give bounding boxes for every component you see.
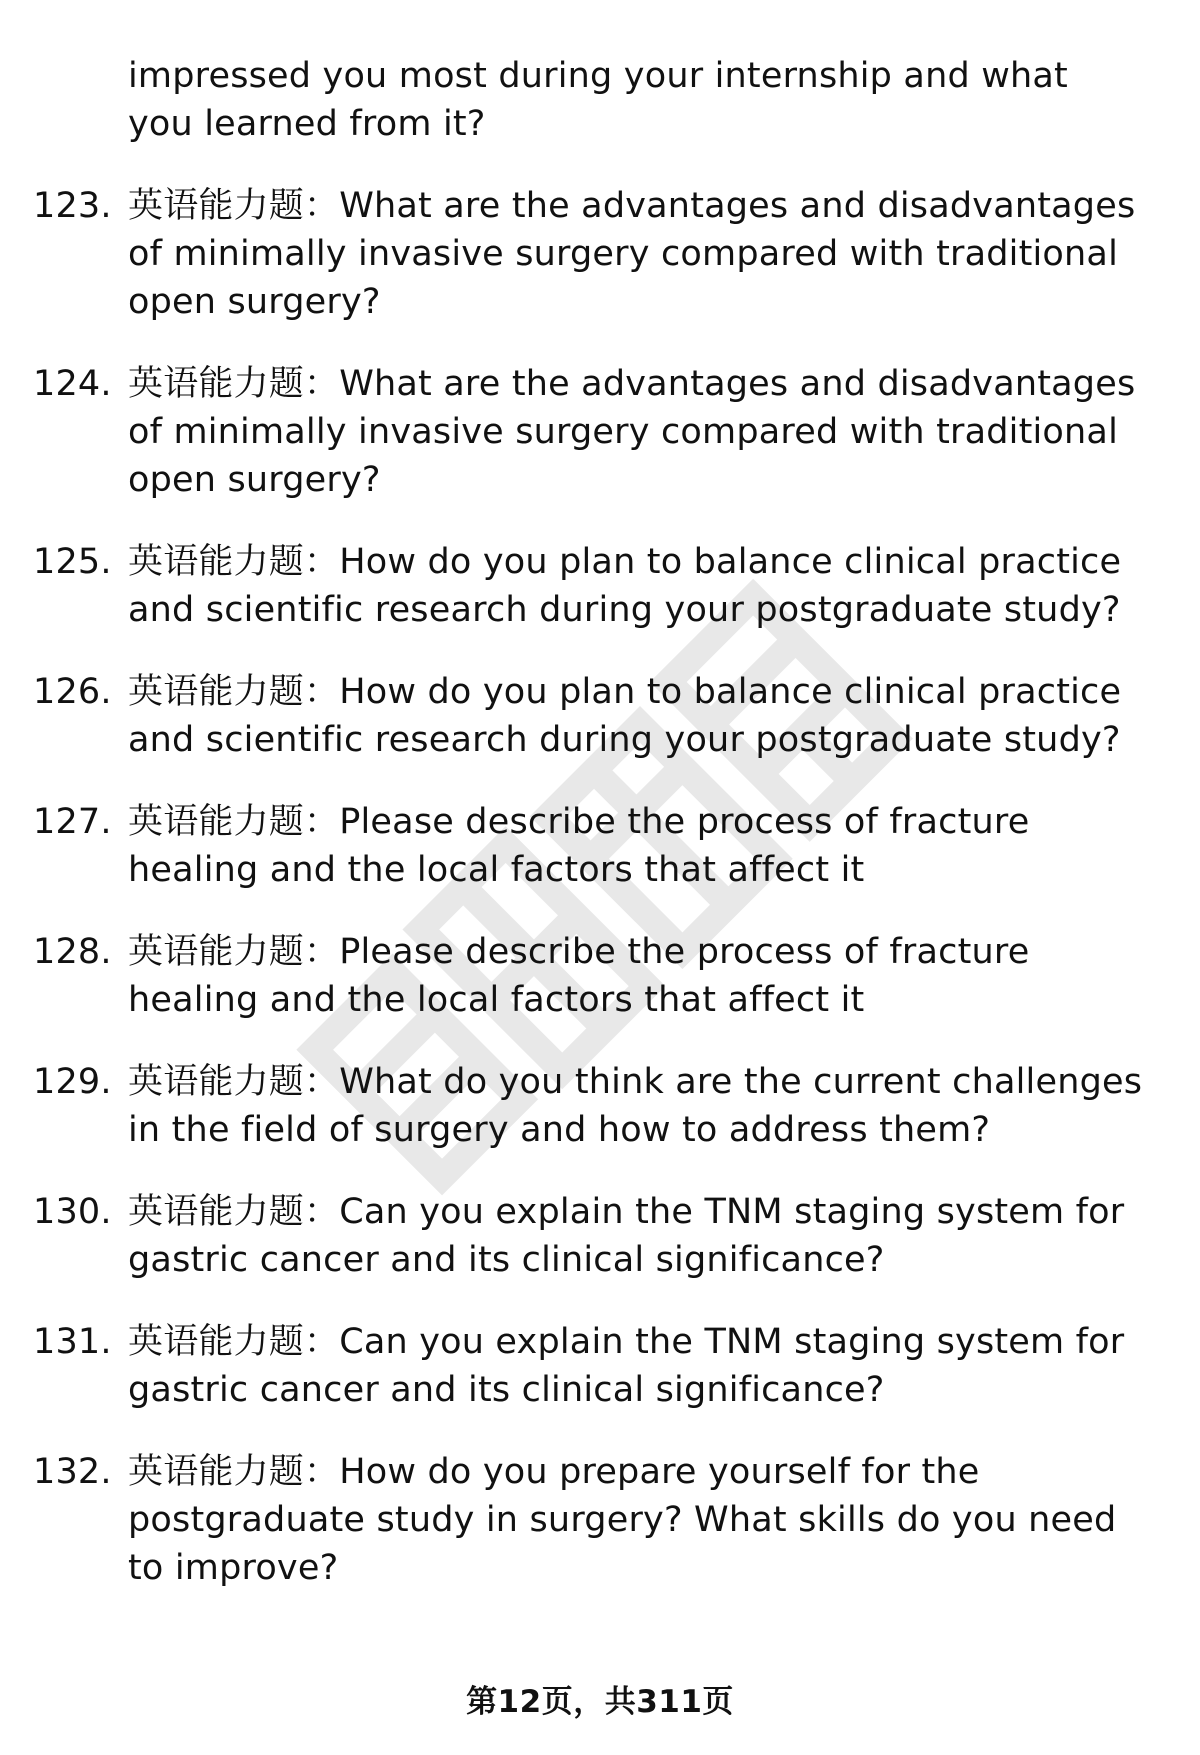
question-number: 129. (33, 1062, 112, 1102)
question-text: Please describe the process of fracture healing and the local factors that affect it (128, 802, 1030, 890)
question-list (0, 52, 1200, 1592)
question-item (0, 798, 1200, 894)
question-number: 132. (33, 1452, 112, 1492)
continued-question-text: impressed you most during your internship and what you learned from it? (128, 56, 1068, 144)
question-text: Can you explain the TNM staging system for gastric cancer and its clinical significance? (128, 1192, 1125, 1280)
question-number: 123. (33, 186, 112, 226)
question-item (0, 668, 1200, 764)
question-category: 英语能力题： (128, 672, 340, 712)
question-text: What do you think are the current challenges in the field of surgery and how to address them? (128, 1062, 1143, 1150)
question-number: 124. (33, 364, 112, 404)
question-item (0, 538, 1200, 634)
question-text: Can you explain the TNM staging system for gastric cancer and its clinical significance? (128, 1322, 1125, 1410)
question-number: 131. (33, 1322, 112, 1362)
question-number: 126. (33, 672, 112, 712)
question-number: 128. (33, 932, 112, 972)
question-category: 英语能力题： (128, 542, 340, 582)
question-item (0, 1058, 1200, 1154)
question-category: 英语能力题： (128, 1452, 340, 1492)
question-category: 英语能力题： (128, 1322, 340, 1362)
question-category: 英语能力题： (128, 802, 340, 842)
question-item (0, 182, 1200, 326)
question-item (0, 1448, 1200, 1592)
question-text: How do you plan to balance clinical practice and scientific research during your postgraduate study? (128, 542, 1122, 630)
question-number: 130. (33, 1192, 112, 1232)
question-text: How do you prepare yourself for the postgraduate study in surgery? What skills do you need to improve? (128, 1452, 1117, 1588)
question-text: How do you plan to balance clinical practice and scientific research during your postgraduate study? (128, 672, 1122, 760)
question-category: 英语能力题： (128, 186, 340, 226)
question-item (0, 1318, 1200, 1414)
question-item (0, 928, 1200, 1024)
question-text: What are the advantages and disadvantages of minimally invasive surgery compared with traditional open surgery? (128, 364, 1136, 500)
question-text: Please describe the process of fracture healing and the local factors that affect it (128, 932, 1030, 1020)
question-number: 125. (33, 542, 112, 582)
question-category: 英语能力题： (128, 364, 340, 404)
question-item (0, 360, 1200, 504)
question-category: 英语能力题： (128, 1192, 340, 1232)
question-text: What are the advantages and disadvantages of minimally invasive surgery compared with traditional open surgery? (128, 186, 1136, 322)
question-category: 英语能力题： (128, 1062, 340, 1102)
page-footer: 第12页，共311页 (466, 1684, 734, 1720)
question-item (0, 1188, 1200, 1284)
question-category: 英语能力题： (128, 932, 340, 972)
question-number: 127. (33, 802, 112, 842)
